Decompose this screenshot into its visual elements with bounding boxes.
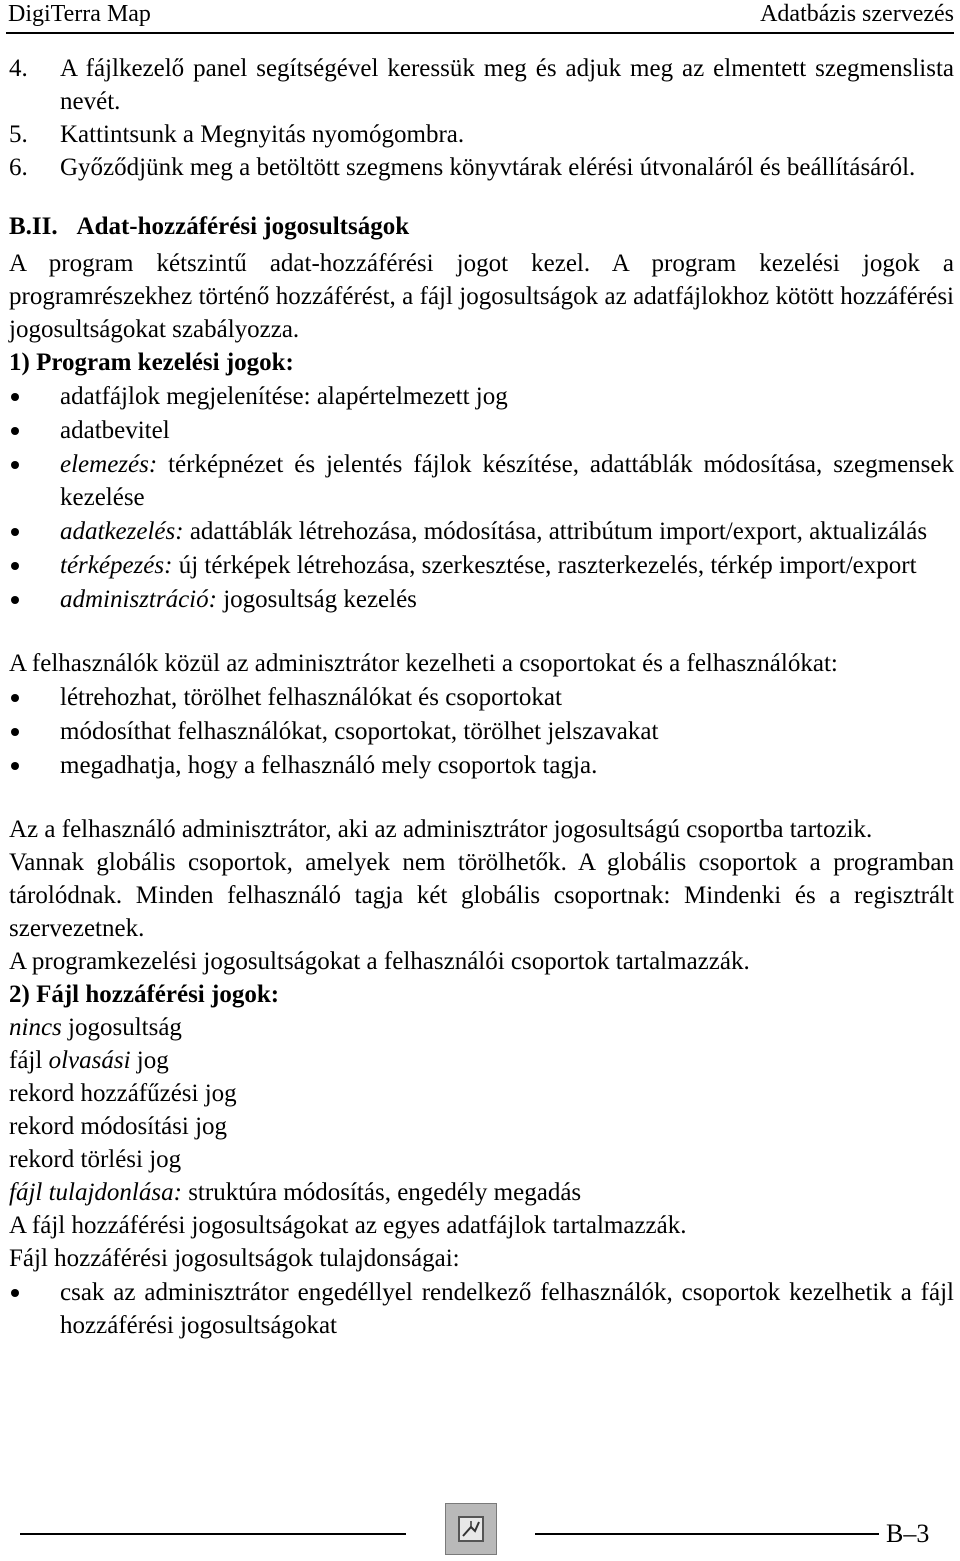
page-number: B–3 (886, 1519, 930, 1548)
bullet-icon (9, 583, 60, 616)
program-rights-heading (9, 346, 954, 379)
step-number: 5. (9, 121, 28, 148)
list-item: létrehozhat, törölhet felhasználókat és csoportokat (9, 681, 954, 714)
step-text: A fájlkezelő panel segítségével keressük meg és adjuk meg az elmentett szegmenslista nevét. (60, 55, 954, 115)
section-heading (9, 210, 954, 243)
list-item: adatfájlok megjelenítése: alapértelmezett jog (9, 380, 954, 413)
bullet-icon (9, 380, 60, 413)
heading-text: Fájl hozzáférési jogok: (36, 981, 280, 1008)
bullet-icon (9, 549, 60, 582)
paragraph: Vannak globális csoportok, amelyek nem törölhetők. A globális csoportok a programban tárolódnak. Minden felhasználó tagja két globális csoportnak: Mindenki és a regisztrált szervezetnek. (9, 849, 954, 942)
list-item: elemezés: térképnézet és jelentés fájlok készítése, adattáblák módosítása, szegmensek kezelése (9, 448, 954, 514)
header-rule (6, 32, 954, 34)
intro-paragraph: A program kétszintű adat-hozzáférési jogot kezel. A program kezelési jogok a programrészekhez történő hozzáférést, a fájl jogosultságok az adatfájlokhoz kötött hozzáférési jogosultságokat szabályozza. (9, 250, 954, 343)
bullet-icon (9, 681, 60, 714)
paragraph: A programkezelési jogosultságokat a felhasználói csoportok tartalmazzák. (9, 948, 750, 975)
step-text: Kattintsunk a Megnyitás nyomógombra. (60, 121, 465, 148)
file-right-line: fájl tulajdonlása: struktúra módosítás, engedély megadás (9, 1179, 582, 1206)
heading-number: 2) (9, 981, 30, 1008)
list-item: módosíthat felhasználókat, csoportokat, törölhet jelszavakat (9, 715, 954, 748)
list-item: megadhatja, hogy a felhasználó mely csoportok tagja. (9, 749, 954, 782)
file-right-line: rekord módosítási jog (9, 1113, 228, 1140)
list-item: adatkezelés: adattáblák létrehozása, módosítása, attribútum import/export, aktualizálás (9, 515, 954, 548)
header-left: DigiTerra Map (8, 1, 151, 27)
heading-number: 1) (9, 349, 30, 376)
step-number: 4. (9, 55, 28, 82)
step-item (9, 151, 954, 184)
admin-intro: A felhasználók közül az adminisztrátor kezelheti a csoportokat és a felhasználókat: (9, 650, 838, 677)
list-item: térképezés: új térképek létrehozása, szerkesztése, raszterkezelés, térkép import/export (9, 549, 954, 582)
step-text: Győződjünk meg a betöltött szegmens könyvtárak elérési útvonaláról és beállításáról. (60, 154, 916, 181)
page-header (8, 0, 954, 30)
file-right-line: fájl olvasási jog (9, 1047, 169, 1074)
bullet-icon (9, 715, 60, 748)
footer-rule-right (535, 1533, 879, 1535)
map-app-icon (445, 1503, 497, 1555)
heading-text: Program kezelési jogok: (36, 349, 294, 376)
footer-rule-left (20, 1533, 406, 1535)
file-rights-heading (9, 978, 954, 1011)
bullet-icon (9, 414, 60, 447)
bullet-icon (9, 515, 60, 548)
paragraph: Az a felhasználó adminisztrátor, aki az adminisztrátor jogosultságú csoportba tartozik. (9, 816, 873, 843)
step-item (9, 52, 954, 118)
bullet-icon (9, 1276, 60, 1342)
paragraph: A fájl hozzáférési jogosultságokat az egyes adatfájlok tartalmazzák. (9, 1212, 687, 1239)
bullet-icon (9, 749, 60, 782)
list-item: adatbevitel (9, 414, 954, 447)
file-right-line: rekord törlési jog (9, 1146, 182, 1173)
section-number: B.II. (9, 213, 58, 240)
file-right-line: rekord hozzáfűzési jog (9, 1080, 237, 1107)
step-number: 6. (9, 154, 28, 181)
section-title: Adat-hozzáférési jogosultságok (76, 213, 410, 240)
file-right-line: nincs jogosultság (9, 1014, 182, 1041)
header-right: Adatbázis szervezés (760, 1, 954, 27)
bullet-icon (9, 448, 60, 514)
paragraph: Fájl hozzáférési jogosultságok tulajdonságai: (9, 1245, 460, 1272)
page-content (9, 52, 954, 1342)
list-item: adminisztráció: jogosultság kezelés (9, 583, 954, 616)
step-item (9, 118, 954, 151)
list-item: csak az adminisztrátor engedéllyel rendelkező felhasználók, csoportok kezelhetik a fájl hozzáférési jogosultságokat (9, 1276, 954, 1342)
